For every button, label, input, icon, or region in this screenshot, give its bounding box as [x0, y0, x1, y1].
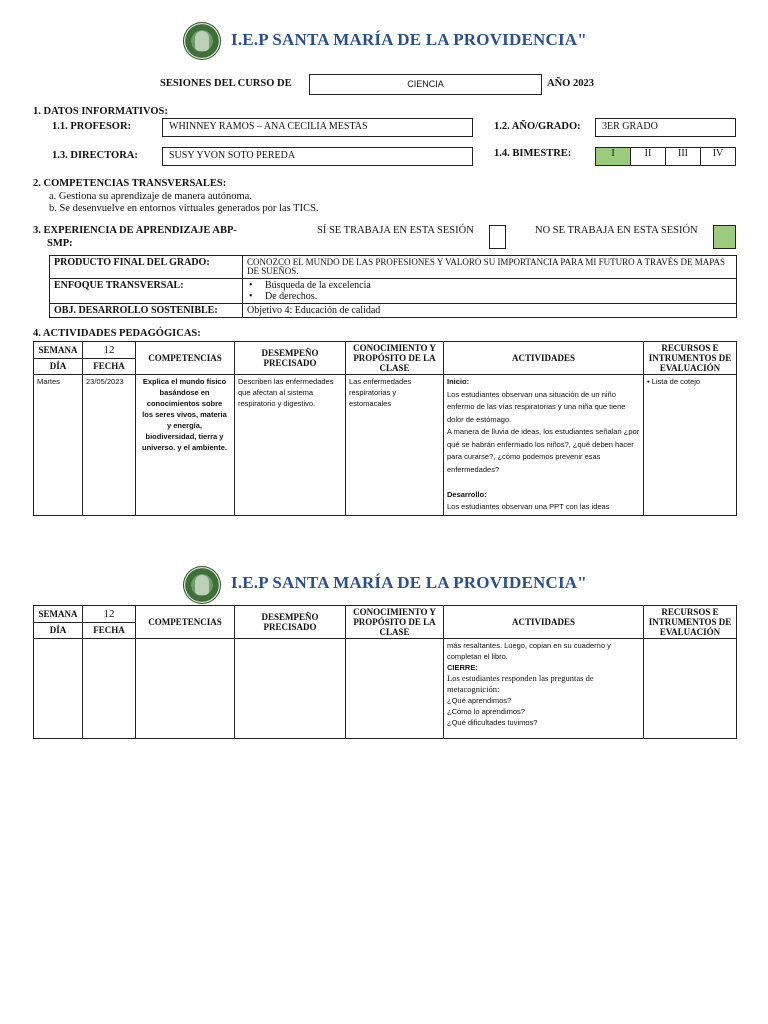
- recursos-cell: • Lista de cotejo: [644, 375, 737, 516]
- fecha-header: FECHA: [83, 358, 136, 375]
- enfoque-item: • De derechos.: [249, 291, 318, 302]
- fecha-cell: 23/05/2023: [83, 375, 136, 516]
- competencia-cell: [136, 639, 235, 739]
- no-trabaja-checkbox[interactable]: [713, 225, 736, 249]
- bimestre-label: 1.4. BIMESTRE:: [494, 148, 572, 159]
- enfoque-label: ENFOQUE TRANSVERSAL:: [50, 279, 243, 304]
- inicio-label: Inicio:: [447, 377, 470, 386]
- table-row: [34, 639, 737, 739]
- producto-value: CONOZCO EL MUNDO DE LAS PROFESIONES Y VALORO SU IMPORTANCIA PARA MI FUTURO A TRAVÉS DE MAPAS DE SUEÑOS.: [243, 256, 737, 279]
- bimestre-option-i[interactable]: I: [596, 148, 631, 166]
- ods-value: Objetivo 4: Educación de calidad: [243, 304, 737, 318]
- section4-title: 4. ACTIVIDADES PEDAGÓGICAS:: [33, 328, 201, 339]
- desarrollo-text: más resaltantes. Luego, copian en su cuaderno y completan el libro.: [447, 641, 611, 661]
- bimestre-option-iii[interactable]: III: [666, 148, 701, 166]
- cierre-label: CIERRE:: [447, 663, 478, 672]
- inicio-text: Los estudiantes observan una situación de un niño enfermo de las vías respiratorias y una niña que tiene dolor de estómago.: [447, 389, 626, 424]
- conocimiento-header: CONOCIMIENTO Y PROPÓSITO DE LA CLASE: [346, 606, 444, 639]
- recurso-item: Lista de cotejo: [651, 377, 701, 386]
- section2-title: 2. COMPETENCIAS TRANSVERSALES:: [33, 178, 227, 189]
- competencia-item-a: a. Gestiona su aprendizaje de manera autónoma.: [49, 191, 252, 202]
- recursos-cell: [644, 639, 737, 739]
- bimestre-selector: [595, 147, 736, 166]
- desempeno-header: DESEMPEÑO PRECISADO: [235, 606, 346, 639]
- actividades-table-2: [33, 605, 737, 739]
- semana-number: 12: [83, 606, 136, 623]
- enfoque-item: • Búsqueda de la excelencia: [249, 280, 371, 291]
- competencias-header: COMPETENCIAS: [136, 342, 235, 375]
- year-label: AÑO 2023: [547, 78, 594, 89]
- directora-label: 1.3. DIRECTORA:: [52, 150, 138, 161]
- recursos-header: RECURSOS E INTRUMENTOS DE EVALUACIÓN: [644, 606, 737, 639]
- cierre-text: Los estudiantes responden las preguntas de metacognición:: [447, 673, 594, 694]
- actividades-header: ACTIVIDADES: [444, 342, 644, 375]
- grado-label: 1.2. AÑO/GRADO:: [494, 121, 581, 132]
- no-trabaja-label: NO SE TRABAJA EN ESTA SESIÓN: [535, 225, 698, 236]
- semana-header: SEMANA: [34, 342, 83, 359]
- dia-cell: Martes: [34, 375, 83, 516]
- institution-title: I.E.P SANTA MARÍA DE LA PROVIDENCIA": [231, 30, 587, 49]
- ods-label: OBJ. DESARROLLO SOSTENIBLE:: [50, 304, 243, 318]
- experiencia-table: [49, 255, 737, 318]
- conocimiento-header: CONOCIMIENTO Y PROPÓSITO DE LA CLASE: [346, 342, 444, 375]
- conocimiento-cell: Las enfermedades respiratorias y estomacales: [346, 375, 444, 516]
- competencia-cell: Explica el mundo físico basándose en conocimientos sobre los seres vivos, materia y energía, biodiversidad, tierra y universo. y el ambiente.: [136, 375, 235, 516]
- metacognicion-question: ¿Qué dificultades tuvimos?: [447, 718, 538, 727]
- desempeno-cell: [235, 639, 346, 739]
- fecha-header: FECHA: [83, 622, 136, 639]
- fecha-cell: [83, 639, 136, 739]
- school-logo: [183, 566, 221, 604]
- semana-number: 12: [83, 342, 136, 359]
- actividades-cell: [444, 375, 644, 516]
- actividades-header: ACTIVIDADES: [444, 606, 644, 639]
- dia-header: DÍA: [34, 358, 83, 375]
- course-field: CIENCIA: [309, 74, 542, 95]
- profesor-field: WHINNEY RAMOS – ANA CECILIA MESTAS: [162, 118, 473, 137]
- directora-field: SUSY YVON SOTO PEREDA: [162, 147, 473, 166]
- grado-field: 3ER GRADO: [595, 118, 736, 137]
- table-row: [34, 375, 737, 516]
- desempeno-header: DESEMPEÑO PRECISADO: [235, 342, 346, 375]
- conocimiento-cell: [346, 639, 444, 739]
- metacognicion-question: ¿Qué aprendimos?: [447, 696, 512, 705]
- school-logo: [183, 22, 221, 60]
- si-trabaja-label: SÍ SE TRABAJA EN ESTA SESIÓN: [317, 225, 474, 236]
- section3-title: 3. EXPERIENCIA DE APRENDIZAJE ABP-: [33, 225, 237, 236]
- profesor-label: 1.1. PROFESOR:: [52, 121, 132, 132]
- metacognicion-question: ¿Cómo lo aprendimos?: [447, 707, 525, 716]
- desarrollo-label: Desarrollo:: [447, 489, 487, 499]
- desarrollo-text: Los estudiantes observan una PPT con las ideas: [447, 502, 610, 511]
- section1-title: 1. DATOS INFORMATIVOS:: [33, 106, 168, 117]
- actividades-table-1: [33, 341, 737, 516]
- institution-title: I.E.P SANTA MARÍA DE LA PROVIDENCIA": [231, 573, 587, 592]
- bimestre-option-ii[interactable]: II: [631, 148, 666, 166]
- bimestre-option-iv[interactable]: IV: [701, 148, 736, 166]
- competencia-item-b: b. Se desenvuelve en entornos virtuales generados por las TICS.: [49, 203, 319, 214]
- competencias-header: COMPETENCIAS: [136, 606, 235, 639]
- dia-cell: [34, 639, 83, 739]
- actividades-cell: [444, 639, 644, 739]
- recursos-header: RECURSOS E INTRUMENTOS DE EVALUACIÓN: [644, 342, 737, 375]
- desempeno-cell: Describen las enfermedades que afectan al sistema respiratorio y digestivo.: [235, 375, 346, 516]
- section3-title-cont: SMP:: [47, 238, 73, 249]
- dia-header: DÍA: [34, 622, 83, 639]
- sessions-label: SESIONES DEL CURSO DE: [160, 78, 292, 89]
- semana-header: SEMANA: [34, 606, 83, 623]
- producto-label: PRODUCTO FINAL DEL GRADO:: [50, 256, 243, 279]
- si-trabaja-checkbox[interactable]: [489, 225, 506, 249]
- inicio-text: A manera de lluvia de ideas, los estudiantes señalan ¿por qué se habrán enfermado los niños?, ¿qué deben hacer para curarse?, ¿cómo podemos prevenir esas enfermedades?: [447, 427, 640, 474]
